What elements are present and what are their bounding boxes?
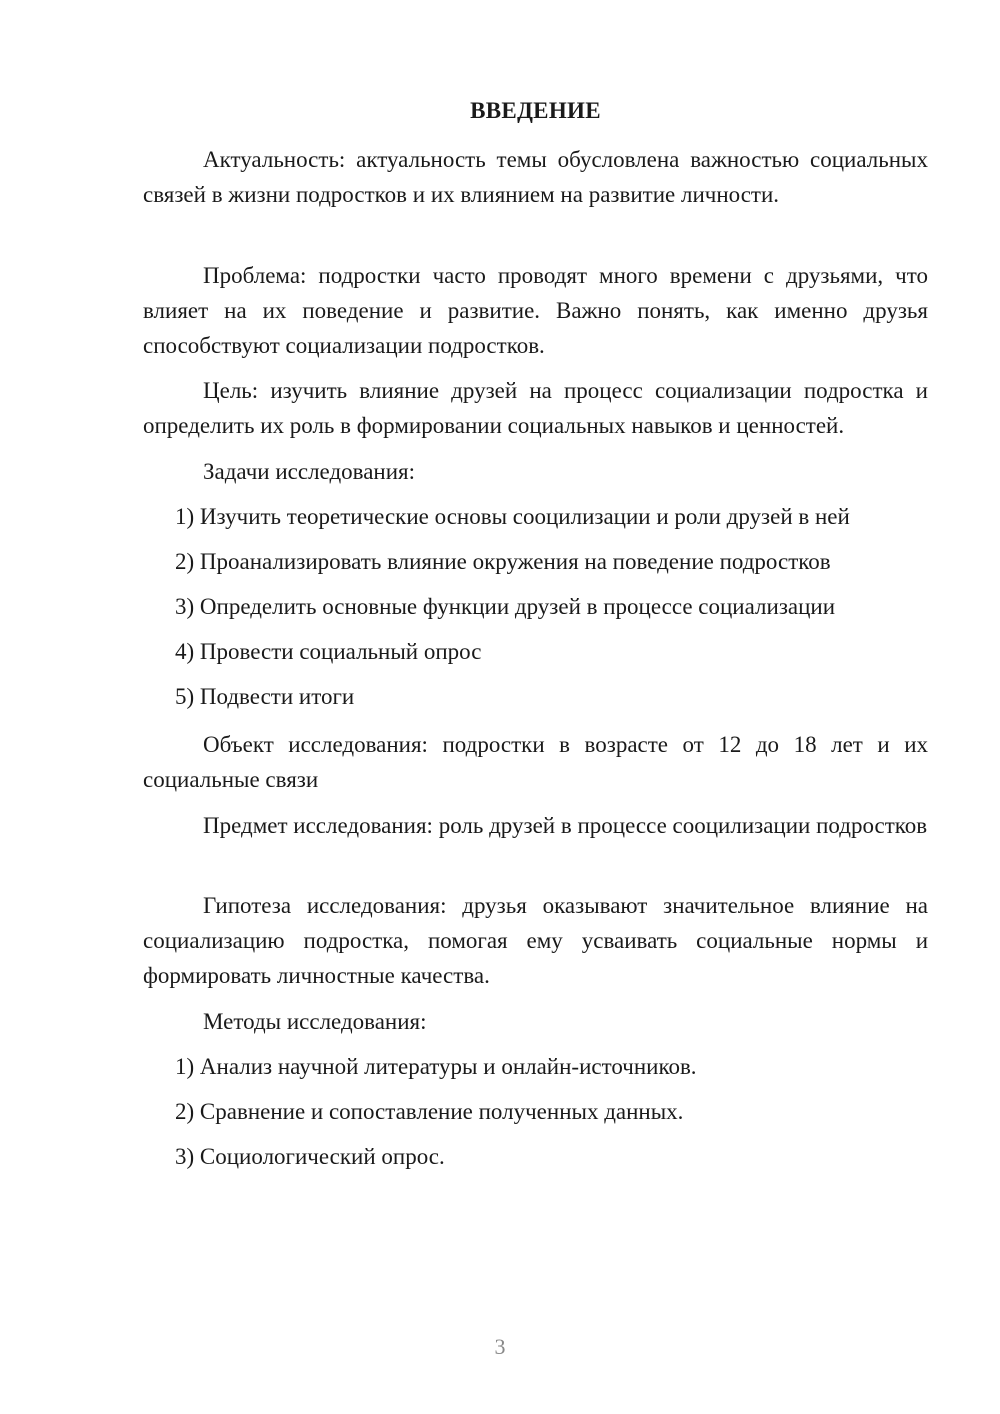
method-item: 1) Анализ научной литературы и онлайн-источников. — [175, 1054, 697, 1079]
subject-paragraph: Предмет исследования: роль друзей в процессе сооцилизации подростков — [203, 813, 928, 838]
section-title: ВВЕДЕНИЕ — [470, 98, 601, 123]
method-item: 3) Социологический опрос. — [175, 1144, 445, 1169]
tasks-heading: Задачи исследования: — [203, 459, 416, 484]
task-item: 1) Изучить теоретические основы сооцилизации и роли друзей в ней — [175, 504, 850, 529]
task-item: 3) Определить основные функции друзей в процессе социализации — [175, 594, 836, 619]
methods-heading: Методы исследования: — [203, 1009, 427, 1034]
page-number: 3 — [494, 1334, 506, 1359]
task-item: 4) Провести социальный опрос — [175, 639, 482, 664]
task-item: 5) Подвести итоги — [175, 684, 355, 709]
goal-paragraph: Цель: изучить влияние друзей на процесс социализации подростка и определить их роль в формировании социальных навыков и ценностей. — [143, 378, 928, 438]
task-item: 2) Проанализировать влияние окружения на поведение подростков — [175, 549, 831, 574]
hypothesis-paragraph: Гипотеза исследования: друзья оказывают значительное влияние на социализацию подростка, помогая ему усваивать социальные нормы и формировать личностные качества. — [143, 893, 928, 988]
object-paragraph: Объект исследования: подростки в возрасте от 12 до 18 лет и их социальные связи — [143, 732, 928, 792]
method-item: 2) Сравнение и сопоставление полученных данных. — [175, 1099, 684, 1124]
problem-paragraph: Проблема: подростки часто проводят много времени с друзьями, что влияет на их поведение и развитие. Важно понять, как именно друзья способствуют социализации подростков. — [143, 263, 928, 358]
relevance-paragraph: Актуальность: актуальность темы обусловлена важностью социальных связей в жизни подростков и их влиянием на развитие личности. — [143, 147, 928, 207]
